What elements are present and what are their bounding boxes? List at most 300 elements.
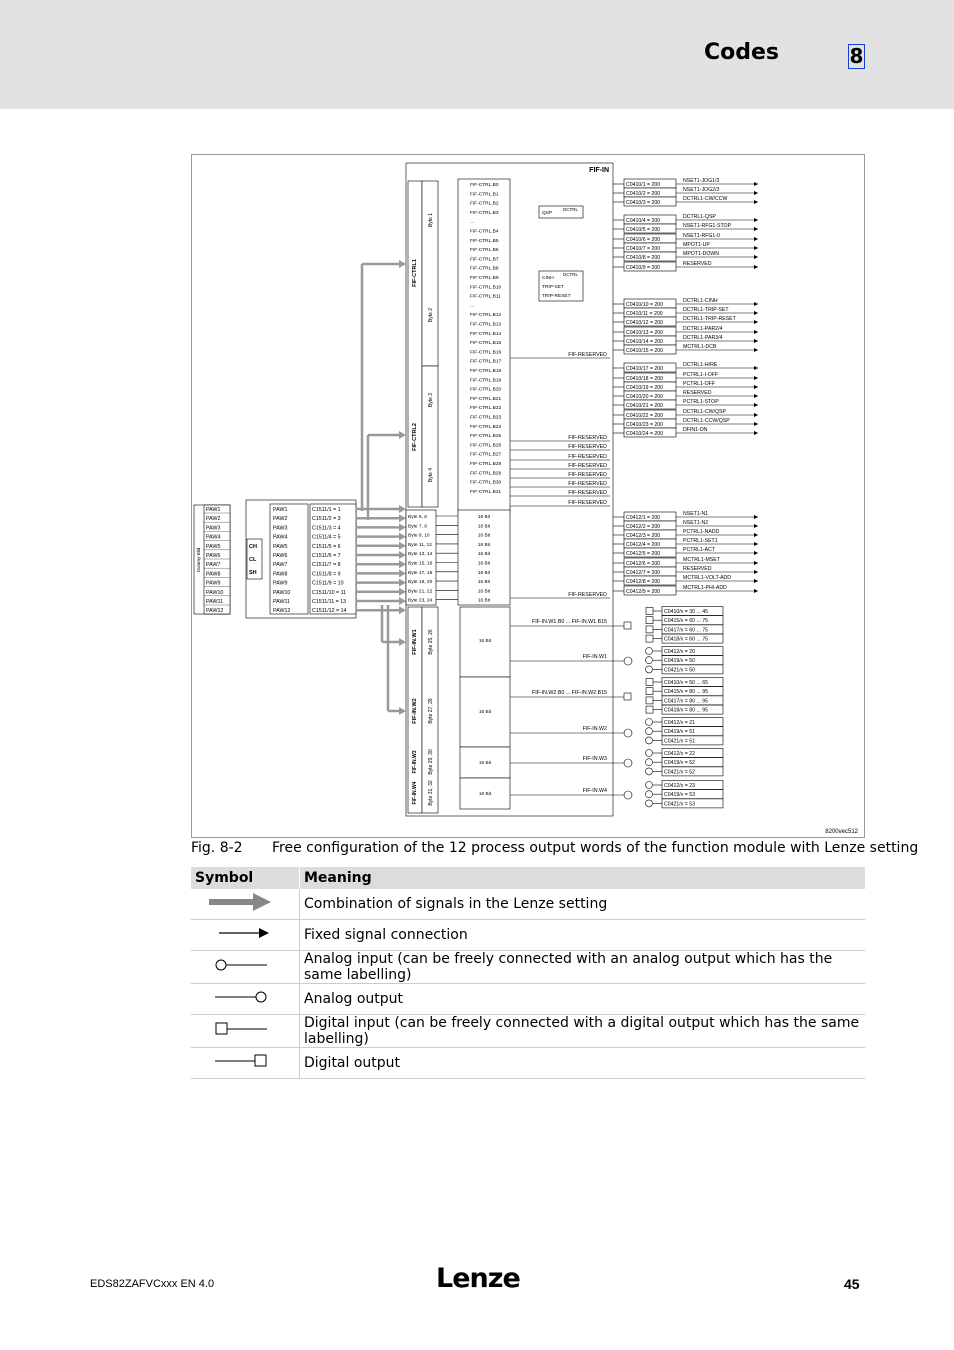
c0410-code: C0410/7 = 200	[626, 246, 661, 252]
paw-label: PAW5	[206, 543, 221, 550]
legend-meaning: Analog input (can be freely connected with an analog output which has the same labelling)	[300, 951, 866, 984]
ctrl-bit-label: FIF-CTRL.B7	[470, 257, 499, 263]
paw-label: PAW6	[206, 553, 221, 559]
document-id: EDS82ZAFVCxxx EN 4.0	[90, 1278, 215, 1290]
paw-label: PAW10	[273, 589, 291, 596]
digital-input-icon	[646, 608, 653, 615]
dctrl-box-label: TRIP-RESET	[542, 294, 571, 299]
dctrl-box-label: TRIP-SET	[542, 285, 564, 290]
arrow-head	[754, 413, 758, 417]
fif-reserved-label: FIF-RESERVED	[568, 500, 607, 506]
byte-row-label: Byte 9, 10	[408, 533, 430, 539]
c0410-code: C0410/23 = 200	[626, 422, 664, 428]
fif-reserved-label: FIF-RESERVED	[568, 490, 607, 496]
lenze-arrow-head	[399, 514, 406, 522]
paw-label: PAW4	[206, 534, 221, 541]
ctrl-bit-label: FIF-CTRL.B30	[470, 480, 502, 486]
analog-input-icon	[646, 750, 653, 757]
sixteen-bit-label: 16 Bit	[477, 561, 491, 567]
output-target: MPOT1-UP	[683, 242, 710, 248]
sixteen-bit-label: 16 Bit	[477, 515, 491, 520]
output-target: PCTRL1-I-OFF	[683, 372, 719, 378]
lenze-arrow-head	[399, 505, 406, 513]
analog-input-icon	[646, 791, 653, 798]
arrow-head	[754, 320, 758, 324]
output-target: DCTRL1-TRIP-RESET	[683, 316, 736, 322]
sixteen-bit-label: 16 Bit	[477, 580, 491, 586]
byte-group-label: Byte 2	[428, 307, 434, 323]
lenze-arrow-head	[399, 707, 406, 715]
c0412-code: C0412/9 = 200	[626, 589, 661, 595]
code-value: C0419/x = 51	[664, 729, 696, 736]
arrow-head	[754, 200, 758, 204]
c0412-code: C0412/7 = 200	[626, 570, 661, 576]
ctrl-bit-label: FIF-CTRL.B18	[470, 369, 502, 374]
c0410-code: C0410/12 = 200	[626, 320, 664, 326]
fif-reserved-label: FIF-RESERVED	[568, 481, 607, 487]
ctrl-bit-label: FIF-CTRL.B26	[470, 443, 502, 449]
arrow-head	[754, 542, 758, 546]
ctrl-bit-label: FIF-CTRL.B6	[470, 248, 499, 254]
output-target: DCTRL1-CW/QSP	[683, 409, 726, 415]
paw-label: PAW12	[206, 608, 224, 615]
code-value: C0421/x = 53	[664, 801, 696, 808]
c0410-code: C0410/15 = 200	[626, 348, 664, 354]
lenze-arrow-head	[399, 533, 406, 541]
c0410-code: C0410/11 = 200	[626, 311, 663, 317]
code-value: C0421/x = 52	[664, 769, 696, 776]
arrow-head	[754, 218, 758, 222]
legend-meaning: Digital input (can be freely connected with a digital output which has the same labelling)	[300, 1015, 866, 1048]
paw-label: PAW9	[206, 580, 221, 587]
lenze-arrow-head	[399, 431, 406, 439]
analog-input-icon	[646, 800, 653, 807]
c1511-label: C1511/11 = 13	[312, 599, 347, 605]
output-target: RESERVED	[683, 390, 712, 396]
sixteen-bit-label: 16 Bit	[478, 792, 492, 797]
output-target: DCTRL1-PAR2/4	[683, 326, 723, 332]
paw-label: PAW2	[206, 516, 221, 523]
code-value: C0415/x = 60 ... 75	[664, 618, 708, 625]
arrow-head	[754, 237, 758, 241]
w-label: FIF-IN.W3	[582, 756, 607, 762]
paw-label: PAW4	[273, 534, 288, 541]
ctrl-bit-label: FIF-CTRL.B3	[470, 210, 499, 216]
dctrl-box-label: QSP	[542, 211, 553, 216]
lenze-arrow-head	[399, 560, 406, 568]
ctrl-bit-label: FIF-CTRL.B5	[470, 238, 499, 244]
ch-label: SH	[249, 570, 257, 576]
c0410-code: C0410/21 = 200	[626, 403, 664, 409]
ctrl-bit-label: FIF-CTRL.B2	[470, 201, 499, 207]
ctrl-bit-label: FIF-CTRL.B4	[470, 229, 499, 235]
sixteen-bit-label: 16 Bit	[477, 552, 491, 558]
analog-input-icon	[646, 657, 653, 664]
w-label: FIF-IN.W2.B0 ... FIF-IN.W2.B15	[531, 690, 607, 696]
sixteen-bit-label: 16 Bit	[477, 533, 491, 539]
ctrl-bit-label: FIF-CTRL.B10	[470, 285, 502, 291]
c1511-label: C1511/10 = 11	[312, 589, 347, 596]
digital-input-icon	[646, 688, 653, 695]
analog-input-icon	[646, 768, 653, 775]
ctrl-bit-label: FIF-CTRL.B27	[470, 452, 502, 458]
legend-meaning: Combination of signals in the Lenze setting	[300, 889, 866, 920]
analog-input-icon	[646, 666, 653, 673]
digital-input-icon	[646, 617, 653, 624]
code-value: C0419/x = 50	[664, 658, 696, 665]
paw-label: PAW8	[273, 571, 288, 578]
byte-row-label: Byte 19, 20	[408, 580, 433, 586]
c0412-code: C0412/3 = 200	[626, 533, 661, 539]
byte-row-label: Byte 17, 18	[408, 570, 433, 576]
output-target: NSET1-JOG1/3	[683, 178, 720, 184]
legend-meaning: Analog output	[300, 984, 866, 1015]
c1511-label: C1511/12 = 14	[312, 608, 347, 615]
sixteen-bit-label: 16 Bit	[478, 639, 492, 644]
ctrl-bit-label: FIF-CTRL.B23	[470, 415, 502, 421]
c0412-code: C0412/4 = 200	[626, 542, 661, 548]
w-label: FIF-IN.W1.B0 ... FIF-IN.W1.B15	[531, 619, 607, 625]
arrow-head	[754, 255, 758, 259]
lenze-arrow-head	[399, 588, 406, 596]
arrow-icon	[191, 920, 300, 951]
output-target: DCTRL1-CINH	[683, 298, 718, 304]
ctrl-bit-label: FIF-CTRL.B19	[470, 378, 502, 384]
c0410-code: C0410/8 = 200	[626, 255, 661, 261]
c0412-code: C0412/8 = 200	[626, 579, 661, 585]
code-value: C0418/x = 60 ... 75	[664, 636, 708, 643]
arrow-head	[754, 366, 758, 370]
arrow-head	[754, 376, 758, 380]
c0410-code: C0410/1 = 200	[626, 182, 661, 188]
w-label: FIF-IN.W2	[582, 726, 607, 732]
output-target: PCTRL1-STOP	[683, 399, 719, 405]
ctrl-bit-label: FIF-CTRL.B31	[470, 489, 502, 495]
output-target: MCTRL1-PHI-ADD	[683, 585, 727, 591]
arrow-head	[754, 431, 758, 435]
lenze-arrow-head	[399, 542, 406, 550]
figure-number: Fig. 8-2	[191, 840, 243, 856]
c0412-code: C0412/2 = 200	[626, 524, 661, 530]
output-target: PCTRL1-SET1	[683, 538, 718, 544]
c1511-label: C1511/8 = 9	[312, 571, 341, 578]
diagram-canvas	[192, 155, 864, 837]
sixteen-bit-label: 16 Bit	[478, 710, 492, 715]
byte-group-label: Byte 3	[428, 392, 434, 408]
output-target: NSET1-N1	[683, 511, 709, 517]
byte-row-label: Byte 7, 9	[408, 524, 427, 530]
analog-input-icon	[191, 951, 300, 984]
output-target: DCTRL1-PAR3/4	[683, 335, 723, 341]
ctrl-bit-label: FIF-CTRL.B25	[470, 434, 502, 440]
analog-input-icon	[646, 728, 653, 735]
analog-output-icon	[624, 657, 632, 665]
ctrl-bit-label: FIF-CTRL.B14	[470, 331, 502, 337]
code-value: C0412/x = 22	[664, 751, 696, 757]
output-target: DCTRL1-QSP	[683, 214, 716, 220]
c0412-code: C0412/6 = 200	[626, 561, 661, 567]
arrow-head	[754, 561, 758, 565]
code-value: C0410/x = 50 ... 65	[664, 680, 708, 686]
output-target: DCTRL1-CW/CCW	[683, 196, 728, 202]
digital-input-icon	[646, 626, 653, 633]
paw-label: PAW3	[206, 525, 221, 532]
code-value: C0421/x = 51	[664, 738, 696, 745]
arrow-head	[754, 533, 758, 537]
ctrl-group-col	[408, 181, 422, 507]
c0410-code: C0410/9 = 200	[626, 265, 661, 271]
paw-label: PAW2	[273, 516, 288, 523]
lenze-arrow-head	[399, 260, 406, 268]
c0410-code: C0410/5 = 200	[626, 227, 661, 233]
c0410-code: C0410/6 = 200	[626, 237, 661, 243]
ctrl-bit-label: FIF-CTRL.B22	[470, 406, 502, 412]
paw-label: PAW7	[206, 562, 221, 569]
output-target: MCTRL1-VOLT-ADD	[683, 575, 732, 581]
c1511-label: C1511/2 = 3	[312, 516, 341, 523]
fif-reserved-label: FIF-RESERVED	[568, 472, 607, 478]
byte-col	[422, 366, 438, 507]
byte-row-label: Byte 11, 12	[408, 542, 432, 548]
digital-output-icon	[624, 693, 631, 700]
byte-col	[422, 181, 438, 366]
sixteen-bit-label: 16 Bit	[477, 589, 491, 595]
w-label: FIF-IN.W1	[582, 654, 607, 660]
output-target: NSET1-RFG1-STOP	[683, 223, 732, 229]
digital-input-icon	[191, 1015, 300, 1048]
arrow-head	[754, 589, 758, 593]
arrow-head	[754, 394, 758, 398]
sixteen-bit-label: 16 Bit	[477, 524, 491, 530]
c0410-code: C0410/2 = 200	[626, 191, 661, 197]
chapter-number: 8	[849, 44, 864, 68]
lenze-arrow-head	[399, 569, 406, 577]
code-value: C0421/x = 50	[664, 667, 696, 674]
group-label: FIF-IN.W4	[412, 781, 418, 805]
byte-group-label: Byte 29, 30	[428, 749, 434, 775]
lenze-arrow-head	[399, 606, 406, 614]
legend-row	[191, 920, 865, 951]
fif-reserved-label: FIF-RESERVED	[568, 435, 607, 441]
ch-label: CL	[249, 557, 257, 563]
arrow-head	[754, 182, 758, 186]
output-target: PCTRL1-ACT	[683, 547, 715, 553]
ctrl-bit-label: FIF-CTRL.B24	[470, 424, 502, 430]
arrow-head	[754, 422, 758, 426]
lenze-arrow-head	[399, 597, 406, 605]
sixteen-bit-label: 16 Bit	[477, 570, 491, 576]
paw-label: PAW11	[273, 599, 290, 605]
w-label: FIF-IN.W4	[582, 788, 607, 794]
code-value: C0419/x = 52	[664, 760, 696, 767]
analog-input-icon	[646, 782, 653, 789]
output-target: MPOT1-DOWN	[683, 251, 720, 257]
c1511-label: C1511/4 = 5	[312, 534, 341, 541]
arrow-head	[754, 339, 758, 343]
block-diagram	[191, 154, 865, 838]
analog-output-icon	[191, 984, 300, 1015]
code-value: C0417/x = 80 ... 95	[664, 698, 708, 705]
group-label: FIF-CTRL1	[412, 259, 418, 287]
paw-label: PAW3	[273, 525, 288, 532]
section-title: Codes	[704, 40, 780, 65]
digital-input-icon	[646, 697, 653, 704]
ctrl-bit-label: FIF-CTRL.B12	[470, 313, 502, 319]
paw-label: PAW6	[273, 553, 288, 559]
ctrl-bit-label: FIF-CTRL.B17	[470, 359, 502, 365]
meaning-header: Meaning	[300, 867, 866, 889]
c0410-code: C0410/24 = 200	[626, 431, 664, 437]
byte-row-label: Byte 21, 22	[408, 589, 433, 595]
arrow-head	[754, 265, 758, 269]
output-target: MCTRL1-DCB	[683, 344, 717, 350]
ctrl-bit-label: FIF-CTRL.B8	[470, 266, 499, 272]
c1511-label: C1511/3 = 4	[312, 525, 341, 532]
arrow-head	[754, 348, 758, 352]
digital-output-icon	[191, 1048, 300, 1079]
output-target: PCTRL1-OFF	[683, 381, 715, 387]
paw-label: PAW9	[273, 580, 288, 587]
paw-label: PAW1	[273, 507, 288, 513]
byte-row-label: Byte 13, 14	[408, 552, 433, 558]
ctrl-bit-label: FIF-CTRL.B13	[470, 322, 502, 328]
arrow-head	[754, 246, 758, 250]
sixteen-bit-label: 16 Bit	[477, 542, 491, 548]
arrow-head	[754, 403, 758, 407]
legend-row	[191, 984, 865, 1015]
code-value: C0419/x = 53	[664, 792, 696, 799]
fif-reserved-label: FIF-RESERVED	[568, 592, 607, 598]
digital-output-icon	[624, 622, 631, 629]
dctrl-box-label: DCTRL	[563, 207, 579, 212]
lenze-arrow-head	[399, 523, 406, 531]
ctrl-bit-label: FIF-CTRL.B29	[470, 471, 502, 477]
output-target: MCTRL1-MSET	[683, 557, 720, 563]
paw-label: PAW8	[206, 571, 221, 578]
c0410-code: C0410/19 = 200	[626, 385, 664, 391]
ctrl-bit-label: FIF-CTRL.B28	[470, 462, 502, 467]
output-target: RESERVED	[683, 566, 712, 572]
figure-caption: Free configuration of the 12 process output words of the function module with Lenze setting	[272, 840, 919, 856]
code-value: C0418/x = 80 ... 95	[664, 707, 708, 714]
output-target: NSET1-RFG1-0	[683, 233, 720, 239]
output-target: DFIN1-ON	[683, 427, 708, 433]
group-label: FIF-IN.W1	[412, 629, 418, 655]
code-value: C0415/x = 80 ... 95	[664, 689, 708, 696]
ctrl-bit-label: FIF-CTRL.B1	[470, 192, 499, 198]
legend-header	[191, 867, 865, 889]
code-value: C0412/x = 21	[664, 720, 696, 726]
thick-arrow-icon	[191, 889, 300, 920]
fif-reserved-label: FIF-RESERVED	[568, 352, 607, 358]
byte-group-label: Byte 1	[428, 212, 434, 228]
analog-output-icon	[624, 759, 632, 767]
analog-input-icon	[646, 759, 653, 766]
ctrl-bit-label: FIF-CTRL.B21	[470, 396, 502, 402]
byte-group-label: Byte 25, 26	[428, 629, 434, 655]
byte-row-label: Byte 15, 16	[408, 561, 433, 567]
page-number: 45	[844, 1276, 860, 1292]
lenze-arrow-head	[399, 551, 406, 559]
legend-row	[191, 1048, 865, 1079]
dummy-label: Dummy-Bild	[196, 547, 201, 573]
digital-input-icon	[646, 635, 653, 642]
paw-label: PAW11	[206, 599, 223, 605]
c1511-label: C1511/6 = 7	[312, 553, 341, 559]
analog-output-icon	[624, 791, 632, 799]
output-target: DCTRL1-H/RE	[683, 362, 718, 368]
arrow-head	[754, 515, 758, 519]
arrow-head	[754, 579, 758, 583]
c0410-code: C0410/22 = 200	[626, 413, 664, 419]
analog-input-icon	[646, 737, 653, 744]
c1511-label: C1511/7 = 8	[312, 562, 341, 569]
ctrl-bit-label: FIF-CTRL.B15	[470, 341, 502, 347]
paw-label: PAW12	[273, 608, 291, 615]
dctrl-box-label: CINH	[542, 276, 554, 281]
arrow-head	[754, 302, 758, 306]
byte-group-label: Byte 27, 28	[428, 698, 434, 724]
legend-meaning: Fixed signal connection	[300, 920, 866, 951]
arrow-head	[754, 551, 758, 555]
byte-group-label: Byte 4	[428, 467, 434, 483]
code-value: C0412/x = 23	[664, 783, 696, 789]
digital-input-icon	[646, 706, 653, 713]
ctrl-bit-label: FIF-CTRL.B9	[470, 276, 499, 281]
c0410-code: C0410/18 = 200	[626, 376, 664, 382]
legend-row	[191, 951, 865, 984]
analog-input-icon	[646, 648, 653, 655]
paw-label: PAW5	[273, 543, 288, 550]
code-value: C0417/x = 60 ... 75	[664, 627, 708, 634]
ctrl-bit-label: ...	[470, 303, 474, 309]
output-target: NSET1-JOG2/3	[683, 187, 720, 193]
arrow-head	[754, 191, 758, 195]
ctrl-bit-label: FIF-CTRL.B0	[470, 183, 499, 188]
output-target: PCTRL1-NADD	[683, 529, 720, 535]
lenze-arrow-head	[399, 579, 406, 587]
c1511-label: C1511/1 = 1	[312, 507, 341, 513]
code-value: C0410/x = 30 ... 45	[664, 609, 708, 615]
c0410-code: C0410/13 = 200	[626, 330, 664, 336]
arrow-head	[754, 570, 758, 574]
c0410-code: C0410/3 = 200	[626, 200, 661, 206]
ctrl-bit-label: FIF-CTRL.B11	[470, 294, 501, 300]
analog-output-icon	[624, 729, 632, 737]
sixteen-bit-label: 16 Bit	[477, 598, 491, 604]
c0412-code: C0412/1 = 200	[626, 515, 661, 521]
c0410-code: C0410/14 = 200	[626, 339, 664, 345]
paw-label: PAW7	[273, 562, 288, 569]
c0410-code: C0410/10 = 200	[626, 302, 664, 308]
paw-label: PAW10	[206, 589, 224, 596]
output-target: DCTRL1-CCW/QSP	[683, 418, 730, 424]
group-label: FIF-IN.W3	[412, 750, 418, 774]
legend-meaning: Digital output	[300, 1048, 866, 1079]
c1511-label: C1511/9 = 10	[312, 580, 344, 587]
lenze-arrow-head	[399, 638, 406, 646]
c1511-label: C1511/5 = 6	[312, 543, 341, 550]
legend-table	[191, 867, 865, 1079]
byte-group-label: Byte 31, 32	[428, 780, 434, 806]
output-target: DCTRL1-TRIP-SET	[683, 307, 729, 313]
ctrl-bit-label: FIF-CTRL.B20	[470, 387, 502, 393]
fif-in-title: FIF-IN	[589, 167, 609, 174]
output-target: RESERVED	[683, 261, 712, 267]
figure-id: 8200vec512	[825, 829, 858, 835]
c0410-code: C0410/4 = 200	[626, 218, 661, 224]
fif-reserved-label: FIF-RESERVED	[568, 454, 607, 460]
